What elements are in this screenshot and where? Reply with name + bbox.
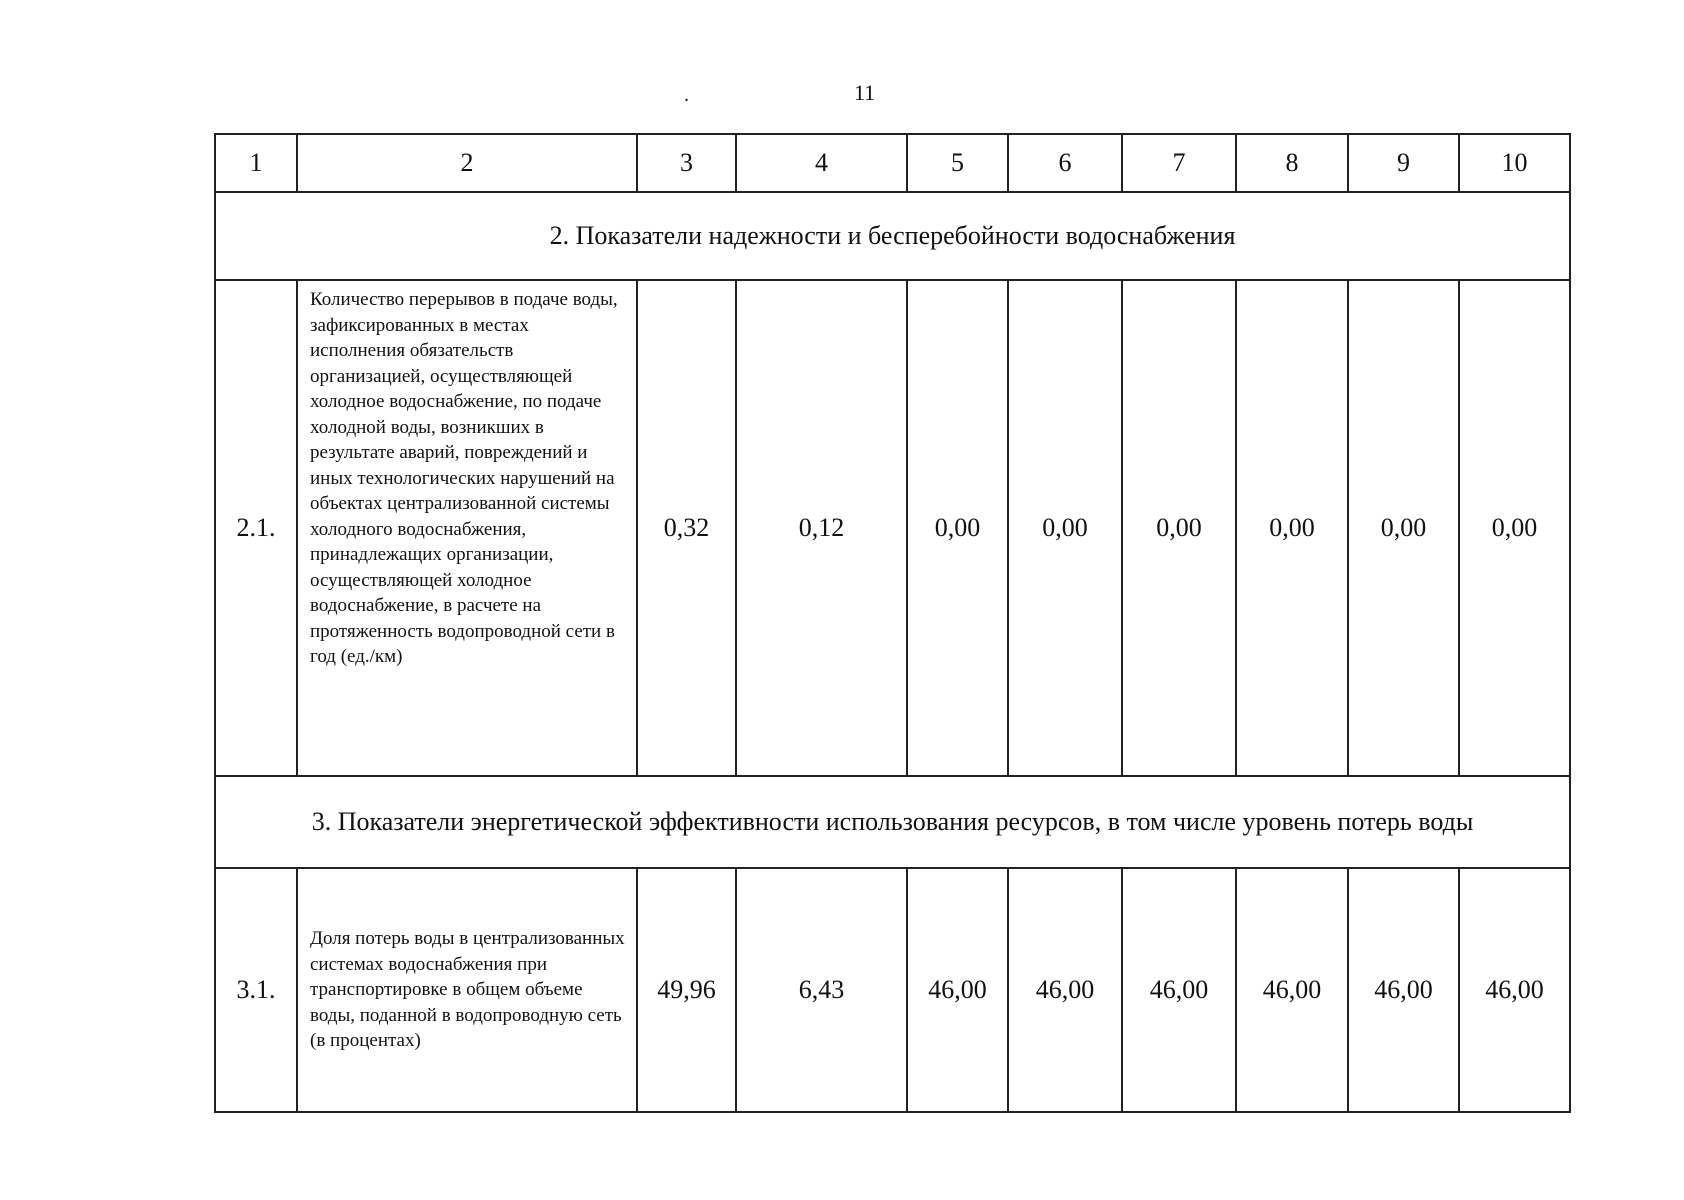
row-number: 2.1.	[215, 280, 297, 776]
column-number: 6	[1008, 134, 1122, 192]
column-number-row	[215, 134, 1570, 192]
section-title: 2. Показатели надежности и бесперебойности водоснабжения	[215, 192, 1570, 280]
column-number: 4	[736, 134, 907, 192]
value-cell: 0,00	[1008, 280, 1122, 776]
value-cell: 0,00	[1459, 280, 1570, 776]
column-number: 7	[1122, 134, 1236, 192]
value-cell: 46,00	[907, 868, 1008, 1112]
stray-mark: .	[684, 84, 689, 106]
value-cell: 46,00	[1348, 868, 1459, 1112]
column-number: 2	[297, 134, 637, 192]
section-header-row	[215, 776, 1570, 868]
value-cell: 49,96	[637, 868, 736, 1112]
section-header-row	[215, 192, 1570, 280]
value-cell: 46,00	[1122, 868, 1236, 1112]
value-cell: 0,00	[907, 280, 1008, 776]
column-number: 3	[637, 134, 736, 192]
value-cell: 0,00	[1122, 280, 1236, 776]
indicator-description: Доля потерь воды в централизованных системах водоснабжения при транспортировке в общем объеме воды, поданной в водопроводную сеть (в процентах)	[297, 868, 637, 1112]
value-cell: 46,00	[1459, 868, 1570, 1112]
value-cell: 46,00	[1008, 868, 1122, 1112]
table-row	[215, 280, 1570, 776]
value-cell: 0,00	[1348, 280, 1459, 776]
column-number: 10	[1459, 134, 1570, 192]
page-number: 11	[854, 80, 876, 105]
section-title: 3. Показатели энергетической эффективности использования ресурсов, в том числе уровень потерь воды	[215, 776, 1570, 868]
value-cell: 0,12	[736, 280, 907, 776]
value-cell: 0,00	[1236, 280, 1348, 776]
column-number: 8	[1236, 134, 1348, 192]
row-number: 3.1.	[215, 868, 297, 1112]
value-cell: 0,32	[637, 280, 736, 776]
indicators-table	[214, 133, 1571, 1113]
indicator-description: Количество перерывов в подаче воды, зафиксированных в местах исполнения обязательств организацией, осуществляющей холодное водоснабжение, по подаче холодной воды, возникших в результате аварий, повреждений и иных технологических нарушений на объектах централизованной системы холодного водоснабжения, принадлежащих организации, осуществляющей холодное водоснабжение, в расчете на протяженность водопроводной сети в год (ед./км)	[297, 280, 637, 776]
value-cell: 46,00	[1236, 868, 1348, 1112]
column-number: 5	[907, 134, 1008, 192]
value-cell: 6,43	[736, 868, 907, 1112]
column-number: 1	[215, 134, 297, 192]
table-row	[215, 868, 1570, 1112]
column-number: 9	[1348, 134, 1459, 192]
